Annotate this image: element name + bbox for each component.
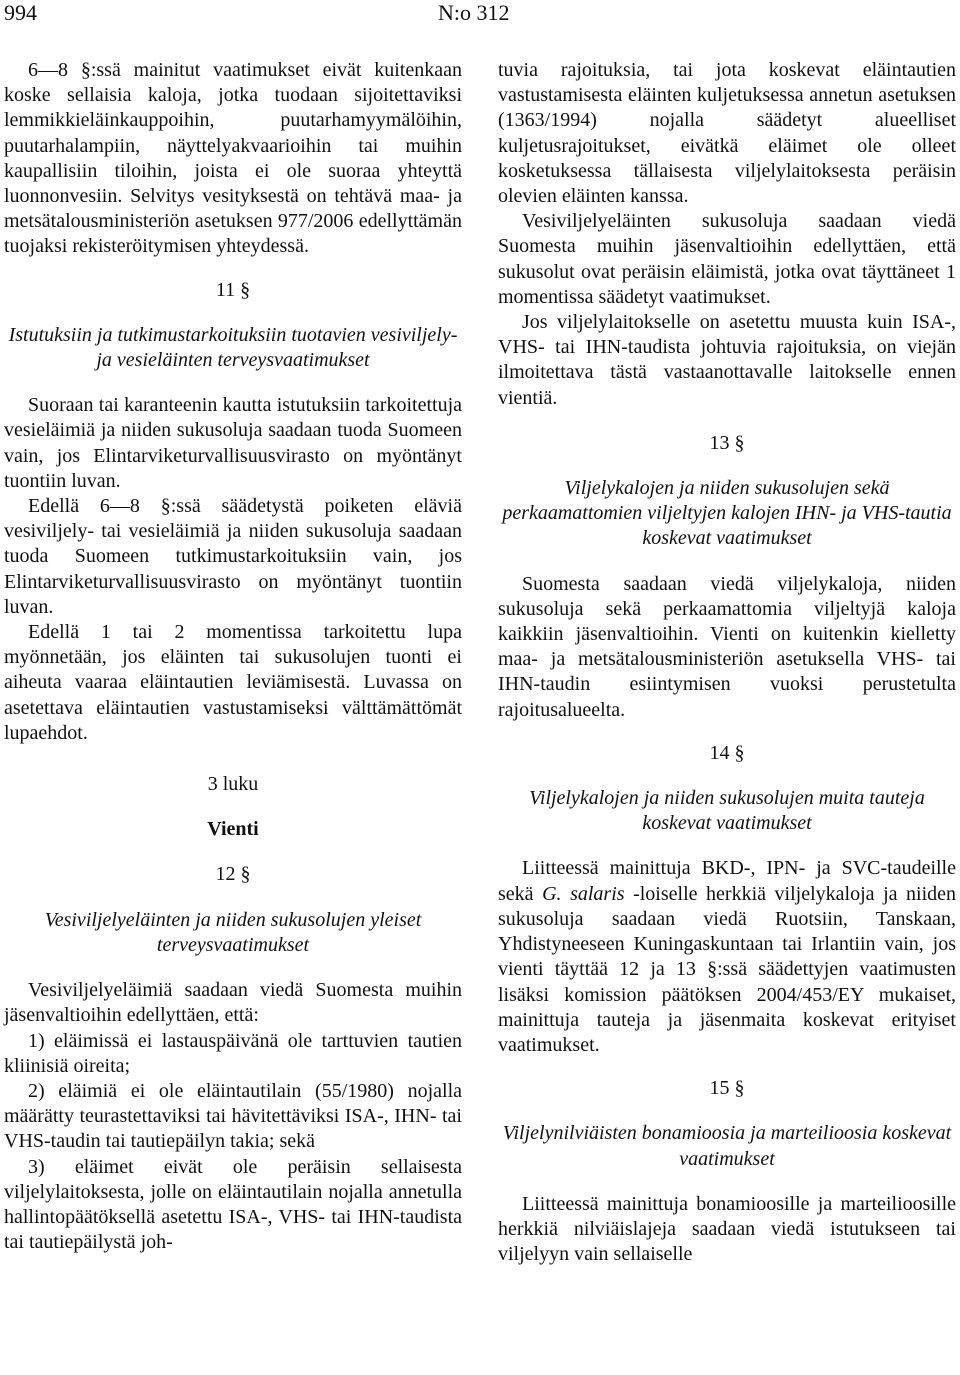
paragraph: Jos viljelylaitokselle on asetettu muusta kuin ISA-, VHS- tai IHN-taudista johtuvia rajoituksia, on viejän ilmoitettava tästä vastaanottavalle laitokselle ennen vientiä. [498, 311, 956, 409]
issue-number: N:o 312 [438, 0, 510, 25]
page-number: 994 [4, 0, 37, 25]
paragraph: Vesiviljelyeläimiä saadaan viedä Suomesta muihin jäsenvaltioihin edellyttäen, että: [4, 979, 462, 1027]
section-number: 11 § [215, 278, 251, 301]
paragraph: Suoraan tai karanteenin kautta istutuksiin tarkoitettuja vesieläimiä ja niiden sukusoluja saadaan tuoda Suomeen vain, jos Elintarviketurvallisuusvirasto on myöntänyt tuontiin luvan. [4, 394, 462, 492]
paragraph: Edellä 1 tai 2 momentissa tarkoitettu lupa myönnetään, jos eläinten tai sukusolujen tuonti ei aiheuta vaaraa eläintautien leviämisestä. Luvassa on asetettava eläintautien vastustamiseksi välttämättömät lupaehdot. [4, 621, 462, 744]
section-title: Viljelynilviäisten bonamioosia ja marteilioosia koskevat vaatimukset [502, 1122, 952, 1170]
right-column [498, 58, 956, 1267]
list-item: 2) eläimiä ei ole eläintautilain (55/1980) nojalla määrätty teurastettaviksi tai hävitettäviksi ISA-, IHN- tai VHS-taudin tai tautiepäilyn takia; sekä [4, 1079, 462, 1153]
chapter-title: Vienti [207, 818, 259, 841]
paragraph: Liitteessä mainittuja bonamioosille ja marteilioosille herkkiä nilviäislajeja saadaan viedä istutukseen tai viljelyyn vain sellaiselle [498, 1192, 956, 1266]
section-title: Viljelykalojen ja niiden sukusolujen muita tauteja koskevat vaatimukset [529, 787, 925, 835]
section-number: 12 § [215, 863, 251, 886]
paragraph-text: Liitteessä mainittuja BKD-, IPN- ja SVC-taudeille sekä [498, 857, 956, 905]
paragraph: Edellä 6—8 §:ssä säädetystä poiketen eläviä vesiviljely- tai vesieläimiä ja niiden sukusoluja saadaan tuoda Suomeen tutkimustarkoituksiin vain, jos Elintarviketurvallisuusvirasto on myöntänyt tuontiin luvan. [4, 495, 462, 618]
section-number: 15 § [709, 1077, 745, 1100]
section-number: 13 § [709, 431, 745, 454]
chapter-number: 3 luku [207, 773, 259, 796]
list-item: 1) eläimissä ei lastauspäivänä ole tarttuvien tautien kliinisiä oireita; [4, 1029, 462, 1077]
left-column [4, 58, 462, 1255]
paragraph: 6—8 §:ssä mainitut vaatimukset eivät kuitenkaan koske sellaisia kaloja, jotka tuodaan sijoitettaviksi lemmikkieläinkauppoihin, puutarhamyymälöihin, puutarhalampiin, näyttelyakvaarioihin tai muihin kaupallisiin tiloihin, joista ei ole suoraa yhteyttä luonnonvesiin. Selvitys vesityksestä on tehtävä maa- ja metsätalousministeriön asetuksen 977/2006 edellyttämän tuojaksi rekisteröitymisen yhteydessä. [4, 59, 462, 258]
section-title: Viljelykalojen ja niiden sukusolujen sekä perkaamattomien viljeltyjen kalojen IHN- ja VHS-tautia koskevat vaatimukset [502, 477, 952, 550]
paragraph: Suomesta saadaan viedä viljelykaloja, niiden sukusoluja sekä perkaamattomia viljeltyjä kaloja kaikkiin jäsenvaltioihin. Vienti on kuitenkin kielletty maa- ja metsätalousministeriön asetuksella VHS- tai IHN-taudin esiintymisen vuoksi perustetulta rajoitusalueelta. [498, 572, 956, 721]
paragraph: Vesiviljelyeläinten sukusoluja saadaan viedä Suomesta muihin jäsenvaltioihin edellyttäen, että sukusolut ovat peräisin eläimistä, jotka ovat täyttäneet 1 momentissa säädetyt vaatimukset. [498, 210, 956, 308]
paragraph: tuvia rajoituksia, tai jota koskevat eläintautien vastustamisesta eläinten kuljetuksessa annetun asetuksen (1363/1994) nojalla säädetyt alueelliset kuljetusrajoitukset, eivätkä eläimet ole olleet kosketuksessa tällaisesta viljelylaitoksesta peräisin olevien eläinten kanssa. [498, 59, 956, 208]
page-header [0, 0, 960, 28]
section-title: Vesiviljelyeläinten ja niiden sukusolujen yleiset terveysvaatimukset [44, 908, 422, 956]
section-number: 14 § [709, 741, 745, 764]
species-name: G. salaris [542, 882, 625, 905]
section-title: Istutuksiin ja tutkimustarkoituksiin tuotavien vesiviljely- ja vesieläinten terveysvaatimukset [8, 323, 458, 372]
paragraph [498, 856, 956, 1058]
list-item: 3) eläimet eivät ole peräisin sellaisesta viljelylaitoksesta, jolle on eläintautilain nojalla annetulla hallintopäätöksellä asetettu ISA-, VHS- tai IHN-taudista tai tautiepäilystä joh- [4, 1155, 462, 1254]
paragraph-text: -loiselle herkkiä viljelykaloja ja niiden sukusoluja saadaan viedä Ruotsiin, Tanskaan, Yhdistyneeseen Kuningaskuntaan tai Irlantiin vain, jos vienti täyttää 12 ja 13 §:ssä säädettyjen vaatimusten lisäksi komission päätöksen 2004/453/EY mukaiset, mainittuja tauteja ja jäsenmaita koskevat erityiset vaatimukset. [498, 882, 957, 1056]
